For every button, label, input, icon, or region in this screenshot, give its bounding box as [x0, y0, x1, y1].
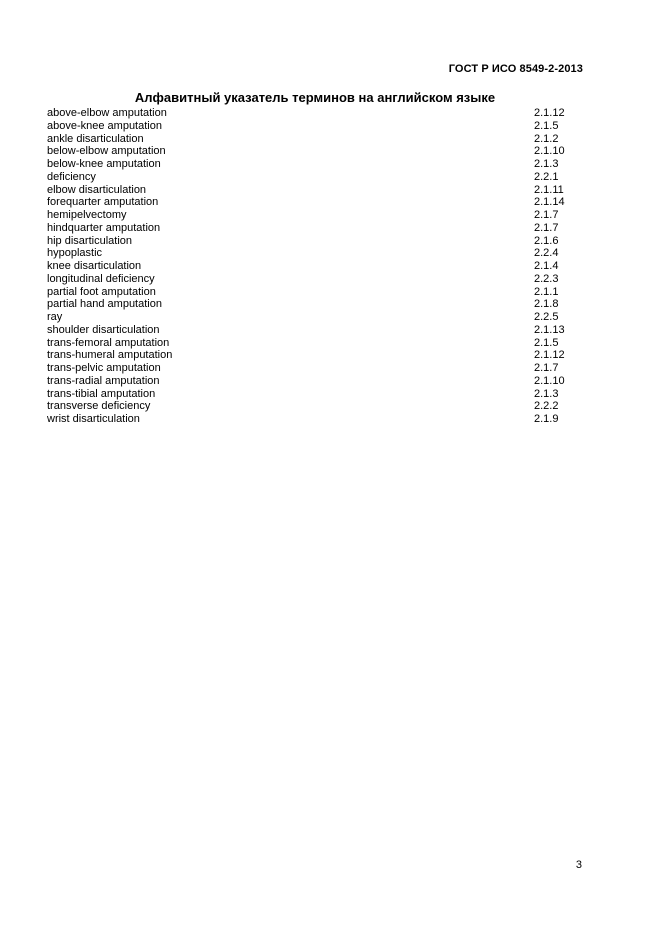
index-term: above-knee amputation	[47, 119, 162, 132]
index-entry	[47, 247, 587, 260]
index-entry	[47, 133, 587, 146]
index-term: hindquarter amputation	[47, 221, 161, 234]
index-term: wrist disarticulation	[47, 413, 140, 425]
index-term: elbow disarticulation	[47, 183, 147, 196]
index-reference: 2.1.8	[534, 298, 559, 311]
index-reference: 2.1.10	[534, 374, 565, 387]
index-reference: 2.1.7	[534, 209, 559, 221]
index-reference: 2.2.4	[534, 247, 559, 260]
index-reference: 2.2.1	[534, 170, 559, 183]
index-entry	[47, 362, 587, 375]
index-entry	[47, 260, 587, 273]
index-reference: 2.1.6	[534, 234, 559, 247]
index-term: trans-femoral amputation	[47, 336, 170, 349]
index-entry	[47, 222, 587, 235]
index-entry	[47, 184, 587, 197]
index-term: trans-tibial amputation	[47, 387, 156, 400]
index-term: ankle disarticulation	[47, 132, 144, 145]
index-entry	[47, 158, 587, 171]
document-code: ГОСТ Р ИСО 8549-2-2013	[448, 63, 583, 75]
index-entry	[47, 145, 587, 158]
index-term: shoulder disarticulation	[47, 323, 160, 336]
index-term: transverse deficiency	[47, 400, 151, 413]
index-reference: 2.1.5	[534, 336, 559, 349]
index-reference: 2.1.11	[534, 183, 564, 196]
index-term: hemipelvectomy	[47, 209, 127, 221]
index-reference: 2.1.9	[534, 413, 559, 425]
index-reference: 2.1.10	[534, 145, 565, 158]
index-entry	[47, 375, 587, 388]
index-reference: 2.2.3	[534, 272, 559, 285]
index-entry	[47, 171, 587, 184]
index-reference: 2.1.3	[534, 158, 559, 170]
index-entry	[47, 324, 587, 337]
index-term: trans-humeral amputation	[47, 349, 173, 362]
index-reference: 2.1.1	[534, 285, 559, 298]
index-reference: 2.1.3	[534, 387, 559, 400]
index-term: ray	[47, 311, 63, 323]
term-index-list	[47, 107, 587, 426]
index-reference: 2.1.5	[534, 119, 559, 132]
index-term: partial hand amputation	[47, 298, 162, 311]
index-entry	[47, 413, 587, 426]
index-reference: 2.2.5	[534, 311, 559, 323]
index-term: trans-pelvic amputation	[47, 362, 161, 374]
index-reference: 2.1.12	[534, 349, 565, 362]
index-entry	[47, 235, 587, 248]
index-reference: 2.1.7	[534, 362, 559, 374]
index-term: below-knee amputation	[47, 158, 161, 170]
index-entry	[47, 209, 587, 222]
index-term: deficiency	[47, 170, 96, 183]
index-entry	[47, 120, 587, 133]
index-term: knee disarticulation	[47, 260, 142, 272]
page-number: 3	[575, 859, 582, 871]
index-term: above-elbow amputation	[47, 107, 167, 119]
index-entry	[47, 388, 587, 401]
index-entry	[47, 286, 587, 299]
index-entry	[47, 400, 587, 413]
index-entry	[47, 196, 587, 209]
index-term: hip disarticulation	[47, 234, 132, 247]
index-reference: 2.1.14	[534, 196, 565, 209]
index-entry	[47, 298, 587, 311]
index-term: hypoplastic	[47, 247, 103, 260]
index-term: forequarter amputation	[47, 196, 159, 209]
index-entry	[47, 311, 587, 324]
index-term: partial foot amputation	[47, 285, 156, 298]
index-reference: 2.1.12	[534, 107, 565, 119]
index-reference: 2.1.7	[534, 221, 559, 234]
index-entry	[47, 349, 587, 362]
index-reference: 2.2.2	[534, 400, 559, 413]
index-entry	[47, 337, 587, 350]
index-reference: 2.1.2	[534, 132, 559, 145]
index-entry	[47, 107, 587, 120]
index-term: longitudinal deficiency	[47, 272, 155, 285]
index-reference: 2.1.13	[534, 323, 565, 336]
index-term: below-elbow amputation	[47, 145, 166, 158]
index-term: trans-radial amputation	[47, 374, 160, 387]
index-title: Алфавитный указатель терминов на английском языке	[134, 90, 496, 105]
index-reference: 2.1.4	[534, 260, 559, 272]
index-entry	[47, 273, 587, 286]
